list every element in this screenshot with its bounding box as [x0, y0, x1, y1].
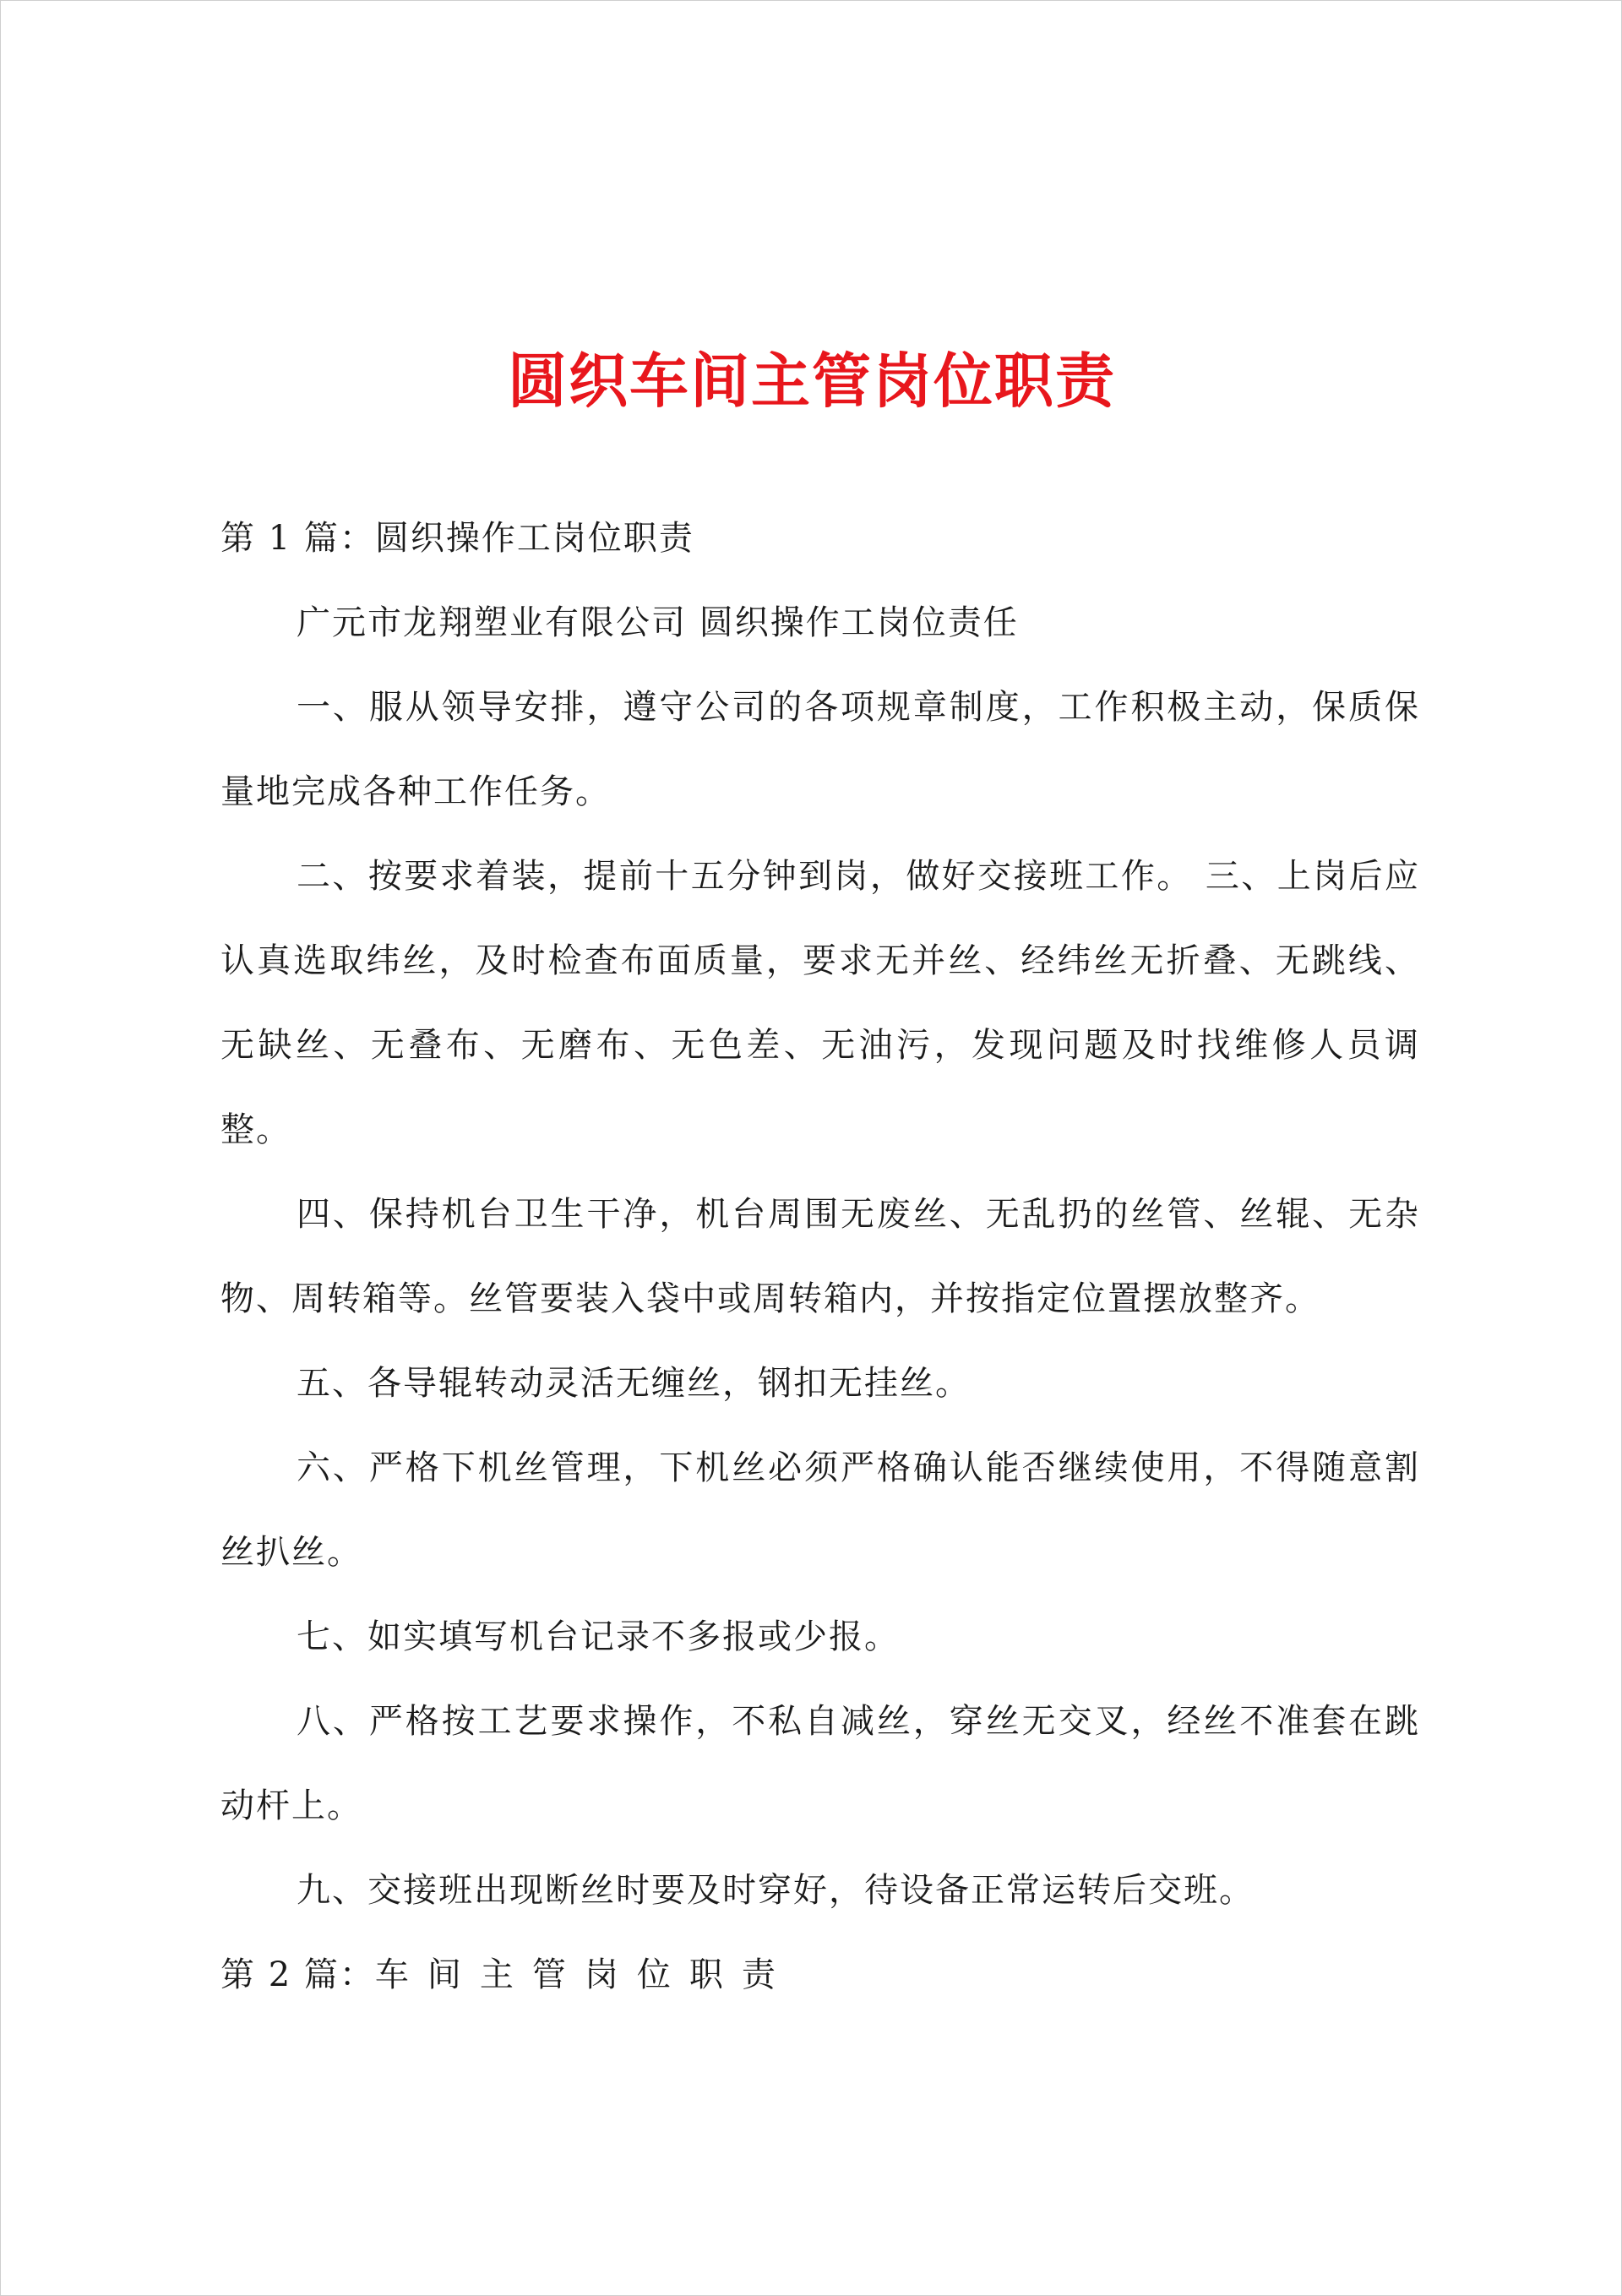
section-2-title: 车间主管岗位职责: [374, 1955, 794, 1994]
company-line: 广元市龙翔塑业有限公司 圆织操作工岗位责任: [297, 603, 1019, 642]
duty-item-1: 一、服从领导安排，遵守公司的各项规章制度，工作积极主动，保质保量地完成各种工作任务。: [220, 688, 1420, 811]
section-1-heading: 第 1 篇：圆织操作工岗位职责: [220, 519, 694, 558]
duty-item-4: 四、保持机台卫生干净，机台周围无废丝、无乱扔的丝管、丝辊、无杂物、周转箱等。丝管要装入袋中或周转箱内，并按指定位置摆放整齐。: [220, 1195, 1420, 1318]
section-2-prefix: 第 2 篇：: [220, 1955, 375, 1994]
duty-item-2-3: 二、按要求着装，提前十五分钟到岗，做好交接班工作。 三、上岗后应认真选取纬丝，及时检查布面质量，要求无并丝、经纬丝无折叠、无跳线、无缺丝、无叠布、无磨布、无色差、无油污，发现问题及时找维修人员调整。: [220, 857, 1420, 1149]
duty-item-8: 八、严格按工艺要求操作，不私自减丝，穿丝无交叉，经丝不准套在跳动杆上。: [220, 1702, 1420, 1825]
duty-item-5: 五、各导辊转动灵活无缠丝，钢扣无挂丝。: [297, 1364, 971, 1403]
document-title: 圆织车间主管岗位职责: [508, 346, 1116, 416]
duty-item-7: 七、如实填写机台记录不多报或少报。: [297, 1617, 900, 1656]
duty-item-6: 六、严格下机丝管理，下机丝必须严格确认能否继续使用，不得随意割丝扒丝。: [220, 1448, 1420, 1572]
section-2-heading: [220, 1933, 1420, 2017]
duty-item-9: 九、交接班出现断丝时要及时穿好，待设备正常运转后交班。: [297, 1871, 1255, 1910]
document-body: [220, 496, 1420, 2017]
